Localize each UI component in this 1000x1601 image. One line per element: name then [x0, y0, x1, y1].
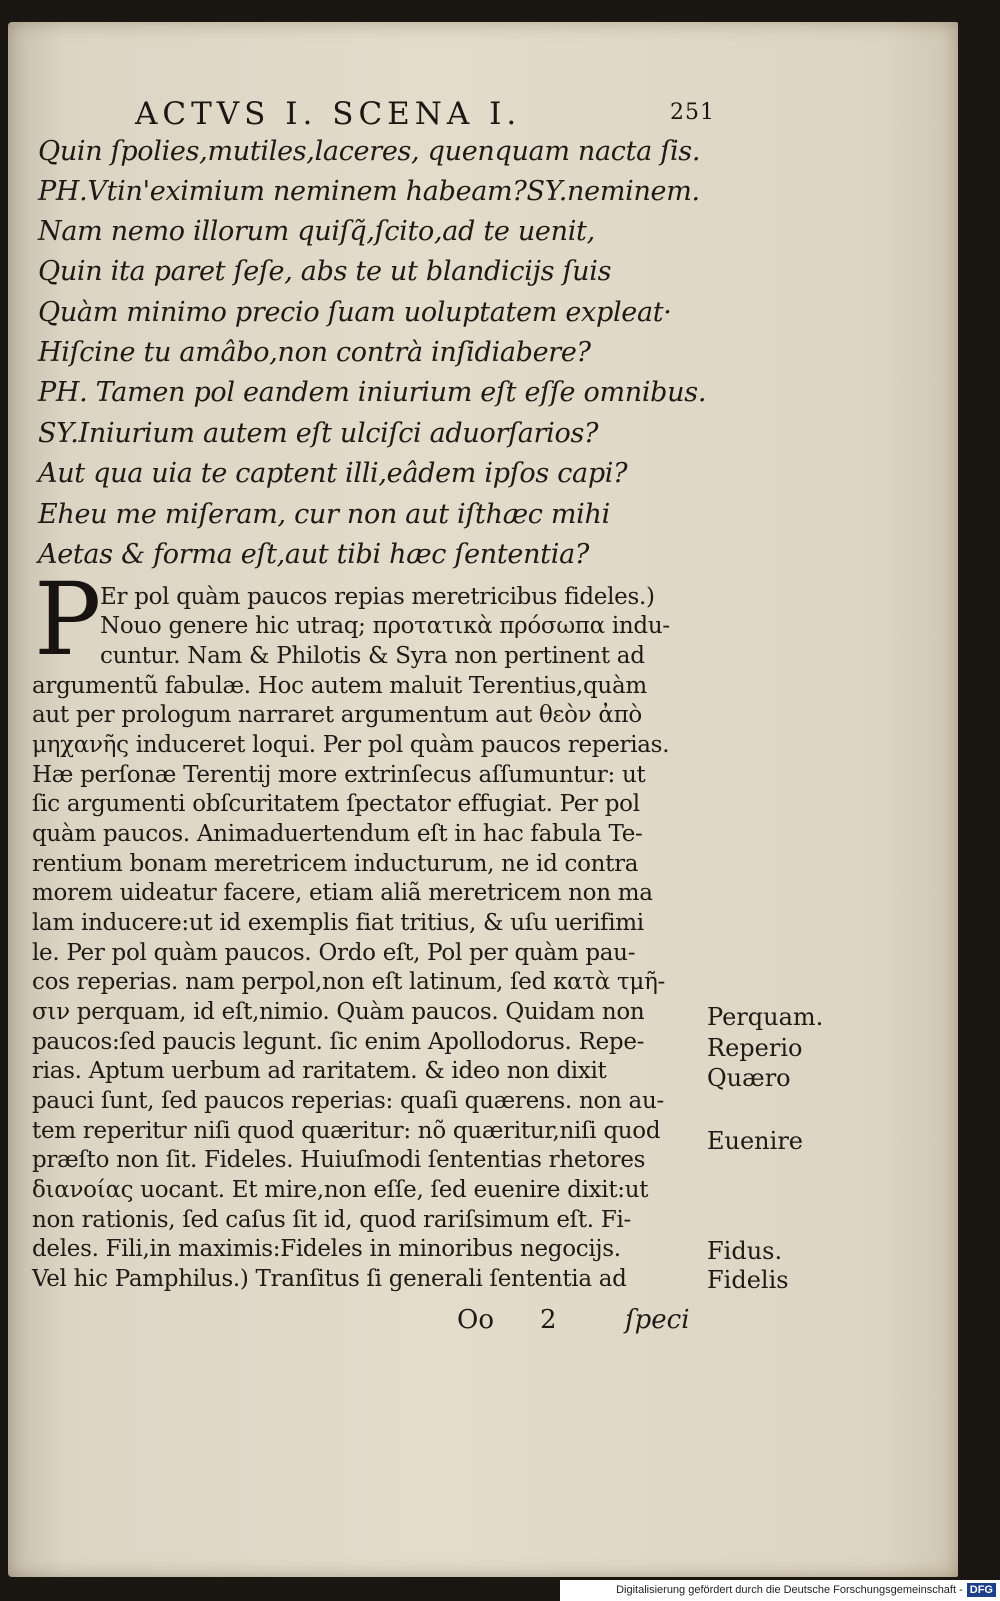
commentary-line: μηχανῆς induceret loqui. Per pol quàm paucos reperias. — [32, 732, 670, 758]
verse-line: Hiſcine tu amâbo,non contrà inſidiabere? — [38, 337, 591, 368]
header-title: ACTVS I. SCENA I. — [135, 96, 522, 132]
commentary-line: le. Per pol quàm paucos. Ordo eſt, Pol per quàm pau- — [32, 940, 636, 966]
drop-cap: P — [34, 561, 102, 678]
verse-line: Eheu me miſeram, cur non aut iſthæc mihi — [38, 499, 610, 530]
commentary-line: cuntur. Nam & Philotis & Syra non pertinent ad — [100, 643, 645, 669]
marginal-note: Reperio — [707, 1034, 803, 1062]
verse-line: PH.Vtin'eximium neminem habeam?SY.neminem. — [38, 176, 700, 207]
commentary-line: rias. Aptum uerbum ad raritatem. & ideo non dixit — [32, 1058, 607, 1084]
marginal-note: Perquam. — [707, 1003, 824, 1031]
verse-line: PH. Tamen pol eandem iniurium eſt eſſe omnibus. — [38, 377, 707, 408]
commentary-line: morem uideatur facere, etiam aliã meretricem non ma — [32, 880, 653, 906]
commentary-line: Vel hic Pamphilus.) Tranſitus ſi generali ſententia ad — [32, 1266, 627, 1292]
verse-line: Aetas & forma eſt,aut tibi hæc ſententia? — [38, 539, 590, 570]
page-number: 251 — [670, 100, 715, 125]
signature-number: 2 — [540, 1305, 557, 1335]
verse-line: Quin ita paret ſeſe, abs te ut blandicijs ſuis — [38, 256, 612, 287]
commentary-line: rentium bonam meretricem inducturum, ne id contra — [32, 851, 639, 877]
marginal-note: Fidus. — [707, 1237, 783, 1265]
commentary-line: aut per prologum narraret argumentum aut θεὸν ἀπὸ — [32, 702, 642, 728]
commentary-line: σιν perquam, id eſt,nimio. Quàm paucos. Quidam non — [32, 999, 645, 1025]
commentary-line: Hæ perſonæ Terentij more extrinſecus aſſumuntur: ut — [32, 762, 646, 788]
verse-line: Nam nemo illorum quiſq̃,ſcito,ad te uenit, — [38, 216, 595, 247]
commentary-line: non rationis, ſed caſus ſit id, quod rariſsimum eſt. Fi- — [32, 1207, 632, 1233]
commentary-line: paucos:ſed paucis legunt. ſic enim Apollodorus. Repe- — [32, 1029, 645, 1055]
verse-line: SY.Iniurium autem eſt ulciſci aduorſarios? — [38, 418, 599, 449]
running-header — [135, 96, 715, 136]
marginal-note: Fidelis — [707, 1266, 789, 1294]
commentary-line: argumentũ fabulæ. Hoc autem maluit Terentius,quàm — [32, 673, 647, 699]
commentary-line: pauci ſunt, ſed paucos reperias: quaſi quærens. non au- — [32, 1088, 664, 1114]
catchword: ſpeci — [625, 1305, 690, 1335]
verse-line: Quàm minimo precio ſuam uoluptatem expleat· — [38, 297, 672, 328]
digitization-credit — [560, 1580, 1000, 1601]
commentary-line: deles. Fili,in maximis:Fideles in minoribus negocijs. — [32, 1236, 621, 1262]
verse-line: Quin ſpolies,mutiles,laceres, quenquam nacta ſis. — [38, 136, 701, 167]
marginal-note: Euenire — [707, 1127, 803, 1155]
commentary-line: lam inducere:ut id exemplis fiat tritius, & uſu uerifimi — [32, 910, 644, 936]
commentary-line: cos reperias. nam perpol,non eſt latinum, ſed κατὰ τμῆ- — [32, 969, 666, 995]
verse-line: Aut qua uia te captent illi,eâdem ipſos capi? — [38, 458, 628, 489]
commentary-line: διανοίας uocant. Et mire,non eſſe, ſed euenire dixit:ut — [32, 1177, 649, 1203]
commentary-line: Er pol quàm paucos repias meretricibus fideles.) — [100, 584, 655, 610]
commentary-line: tem reperitur niſi quod quæritur: nõ quæritur,niſi quod — [32, 1118, 661, 1144]
commentary-line: præſto non ſit. Fideles. Huiuſmodi ſententias rhetores — [32, 1147, 646, 1173]
credit-text: Digitalisierung gefördert durch die Deutsche Forschungsgemeinschaft - — [616, 1584, 963, 1596]
signature-mark: Oo — [457, 1305, 494, 1335]
commentary-line: Nouo genere hic utraq; προτατικὰ πρόσωπα indu- — [100, 613, 670, 639]
marginal-note: Quæro — [707, 1064, 791, 1092]
dfg-logo: DFG — [967, 1583, 996, 1597]
commentary-line: quàm paucos. Animaduertendum eſt in hac fabula Te- — [32, 821, 643, 847]
commentary-line: ſic argumenti obſcuritatem ſpectator effugiat. Per pol — [32, 791, 640, 817]
